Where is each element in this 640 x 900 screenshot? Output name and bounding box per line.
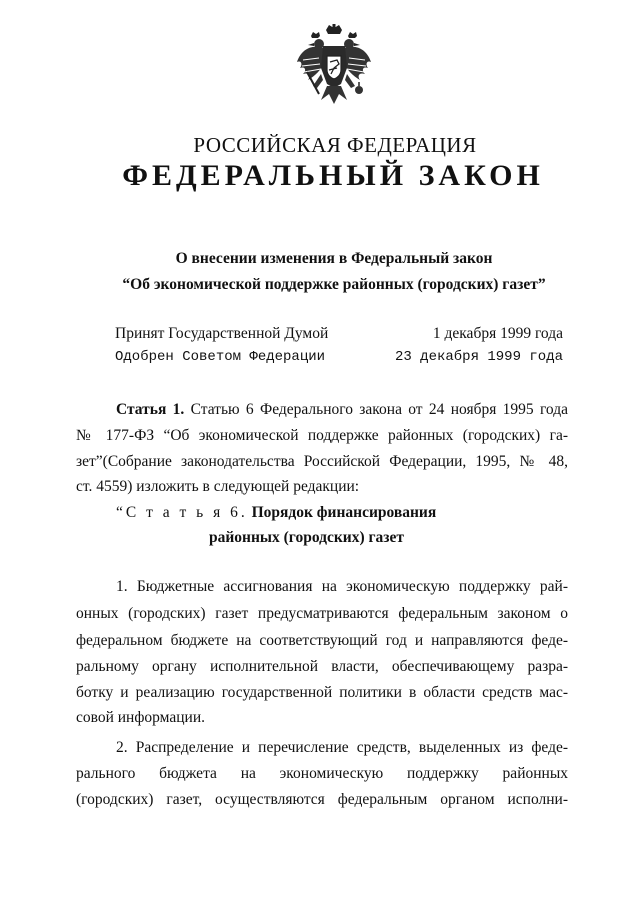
adoption-date: 23 декабря 1999 года [394, 349, 563, 365]
adoption-row-duma [115, 323, 563, 345]
article1-line-2: № 177-ФЗ “Об экономической поддержке районных (городских) га- [76, 427, 568, 444]
adoption-row-federation-council [115, 346, 563, 368]
paragraph1-line-3: федеральном бюджете на соответствующий год и направляются феде- [76, 632, 568, 649]
paragraph1-line-6: совой информации. [76, 709, 206, 726]
article1-label: Статья 1. [116, 401, 185, 418]
document-type-heading: ФЕДЕРАЛЬНЫЙ ЗАКОН [122, 159, 544, 192]
article6-heading [116, 502, 436, 524]
article6-prefix: “С т а т ь я 6. [116, 504, 248, 521]
article1-line-1 [116, 399, 568, 421]
article1-line-3: зет”(Собрание законодательства Российской Федерации, 1995, № 48, [76, 453, 568, 470]
paragraph2-line-2: рального бюджета на экономическую поддержку районных [76, 765, 568, 782]
article1-line-4: ст. 4559) изложить в следующей редакции: [76, 478, 360, 495]
law-title-line-2: “Об экономической поддержке районных (городских) газет” [122, 276, 546, 293]
paragraph1-line-4: ральному органу исполнительной власти, обеспечивающему разра- [76, 658, 568, 675]
paragraph2-line-3: (городских) газет, осуществляются федеральным органом исполни- [76, 791, 568, 808]
paragraph1-line-5: ботку и реализацию государственной политики в области средств мас- [76, 684, 568, 701]
paragraph2-line-1: 2. Распределение и перечисление средств, выделенных из феде- [116, 739, 568, 756]
paragraph1-line-2: онных (городских) газет предусматриваются федеральным законом о [76, 605, 568, 622]
country-name: РОССИЙСКАЯ ФЕДЕРАЦИЯ [193, 133, 477, 157]
paragraph1-line-1: 1. Бюджетные ассигнования на экономическую поддержку рай- [116, 578, 568, 595]
law-title-line-1: О внесении изменения в Федеральный закон [175, 250, 493, 267]
article6-title: Порядок финансирования [251, 504, 437, 521]
adoption-label: Одобрен Советом Федерации [115, 349, 326, 365]
article6-title-line-2: районных (городских) газет [209, 529, 405, 546]
adoption-date: 1 декабря 1999 года [432, 325, 563, 342]
state-emblem-icon [293, 24, 375, 114]
adoption-label: Принят Государственной Думой [115, 325, 329, 342]
article1-text: Статью 6 Федерального закона от 24 ноября 1995 года [190, 401, 569, 418]
